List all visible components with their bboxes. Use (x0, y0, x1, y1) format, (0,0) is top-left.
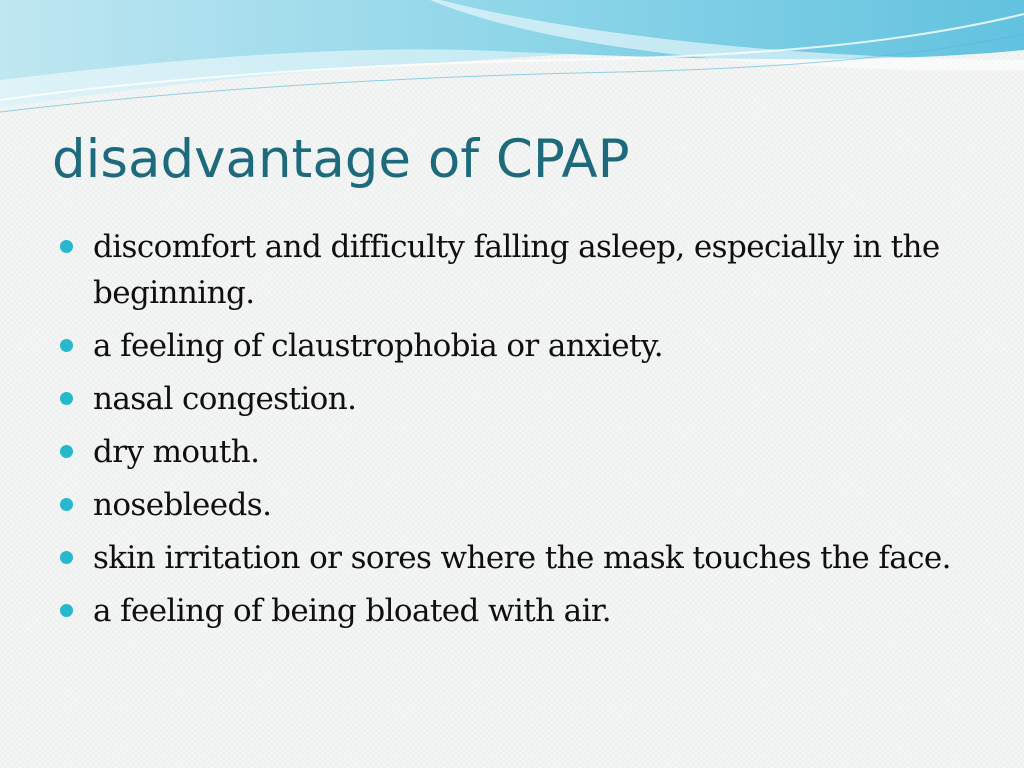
bullet-text: nasal congestion. (93, 381, 357, 417)
bullet-text: skin irritation or sores where the mask touches the face. (93, 540, 951, 576)
bullet-item (60, 535, 960, 581)
circle-bullet-icon (60, 392, 73, 405)
circle-bullet-icon (60, 604, 73, 617)
bullet-item (60, 482, 960, 528)
header-wave-decoration (0, 0, 1024, 120)
bullet-text: nosebleeds. (93, 487, 272, 523)
bullet-item (60, 323, 960, 369)
bullet-list (60, 224, 960, 641)
bullet-text: a feeling of claustrophobia or anxiety. (93, 328, 663, 364)
circle-bullet-icon (60, 339, 73, 352)
bullet-item (60, 376, 960, 422)
bullet-item (60, 224, 960, 316)
circle-bullet-icon (60, 240, 73, 253)
bullet-item (60, 429, 960, 475)
bullet-item (60, 588, 960, 634)
bullet-text: discomfort and difficulty falling asleep, especially in the beginning. (93, 229, 940, 311)
slide-title: disadvantage of CPAP (52, 129, 630, 190)
circle-bullet-icon (60, 445, 73, 458)
bullet-text: a feeling of being bloated with air. (93, 593, 611, 629)
bullet-text: dry mouth. (93, 434, 260, 470)
circle-bullet-icon (60, 551, 73, 564)
circle-bullet-icon (60, 498, 73, 511)
